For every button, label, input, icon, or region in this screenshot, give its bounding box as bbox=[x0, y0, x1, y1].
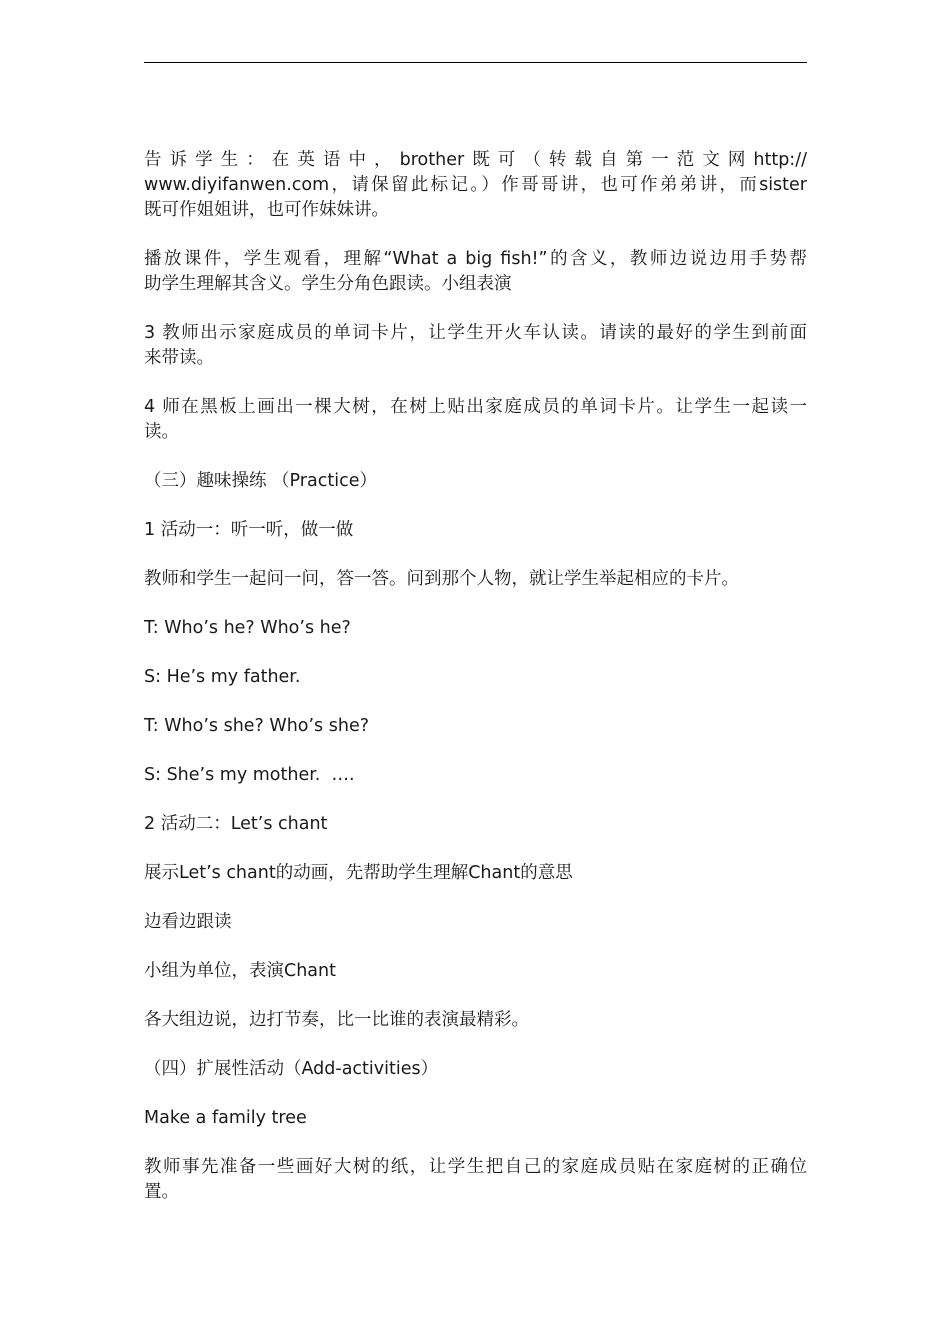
text-line: 1 活动一：听一听，做一做 bbox=[144, 520, 354, 540]
paragraph-ask-answer bbox=[144, 567, 807, 592]
paragraph-group-chant bbox=[144, 959, 807, 984]
text-line: 来带读。 bbox=[144, 348, 214, 368]
text-line: 教师事先准备一些画好大树的纸，让学生把自己的家庭成员贴在家庭树的正确位 bbox=[144, 1157, 807, 1177]
text-line: 小组为单位，表演Chant bbox=[144, 961, 336, 981]
text-line: 展示Let’s chant的动画，先帮助学生理解Chant的意思 bbox=[144, 863, 573, 883]
paragraph-courseware bbox=[144, 247, 807, 297]
dialogue-line bbox=[144, 714, 807, 739]
text-line: 2 活动二：Let’s chant bbox=[144, 814, 328, 834]
paragraph-rhythm bbox=[144, 1008, 807, 1033]
paragraph-family-tree-title bbox=[144, 1106, 807, 1131]
text-line: 各大组边说，边打节奏，比一比谁的表演最精彩。 bbox=[144, 1010, 529, 1030]
text-line: 边看边跟读 bbox=[144, 912, 232, 932]
text-line: 播放课件，学生观看，理解“What a big fish!”的含义，教师边说边用手势帮 bbox=[144, 249, 807, 269]
text-line: （四）扩展性活动（Add-activities） bbox=[144, 1059, 439, 1079]
text-line: 读。 bbox=[144, 422, 179, 442]
paragraph-follow-read bbox=[144, 910, 807, 935]
text-line: S: She’s my mother. …. bbox=[144, 765, 355, 785]
text-line: T: Who’s he? Who’s he? bbox=[144, 618, 351, 638]
paragraph-brother-sister bbox=[144, 148, 807, 223]
activity-one-heading bbox=[144, 518, 807, 543]
dialogue-line bbox=[144, 665, 807, 690]
text-line: （三）趣味操练 （Practice） bbox=[144, 471, 377, 491]
paragraph-family-tree-instructions bbox=[144, 1155, 807, 1205]
dialogue-line bbox=[144, 763, 807, 788]
text-line: 4 师在黑板上画出一棵大树，在树上贴出家庭成员的单词卡片。让学生一起读一 bbox=[144, 397, 807, 417]
dialogue-line bbox=[144, 616, 807, 641]
text-line: 告诉学生：在英语中，brother既可（转载自第一范文网http:// bbox=[144, 150, 807, 170]
header-rule bbox=[144, 62, 807, 63]
text-line: T: Who’s she? Who’s she? bbox=[144, 716, 370, 736]
paragraph-word-cards bbox=[144, 321, 807, 371]
text-line: S: He’s my father. bbox=[144, 667, 301, 687]
activity-two-heading bbox=[144, 812, 807, 837]
text-line: 教师和学生一起问一问，答一答。问到那个人物，就让学生举起相应的卡片。 bbox=[144, 569, 739, 589]
paragraph-chant-animation bbox=[144, 861, 807, 886]
text-line: 置。 bbox=[144, 1182, 179, 1202]
text-line: www.diyifanwen.com，请保留此标记。）作哥哥讲，也可作弟弟讲，而sister bbox=[144, 175, 807, 195]
text-line: Make a family tree bbox=[144, 1108, 307, 1128]
document-body bbox=[144, 148, 807, 1229]
paragraph-big-tree bbox=[144, 395, 807, 445]
text-line: 既可作姐姐讲，也可作妹妹讲。 bbox=[144, 200, 389, 220]
text-line: 3 教师出示家庭成员的单词卡片，让学生开火车认读。请读的最好的学生到前面 bbox=[144, 323, 807, 343]
section-heading-add-activities bbox=[144, 1057, 807, 1082]
text-line: 助学生理解其含义。学生分角色跟读。小组表演 bbox=[144, 274, 512, 294]
section-heading-practice bbox=[144, 469, 807, 494]
